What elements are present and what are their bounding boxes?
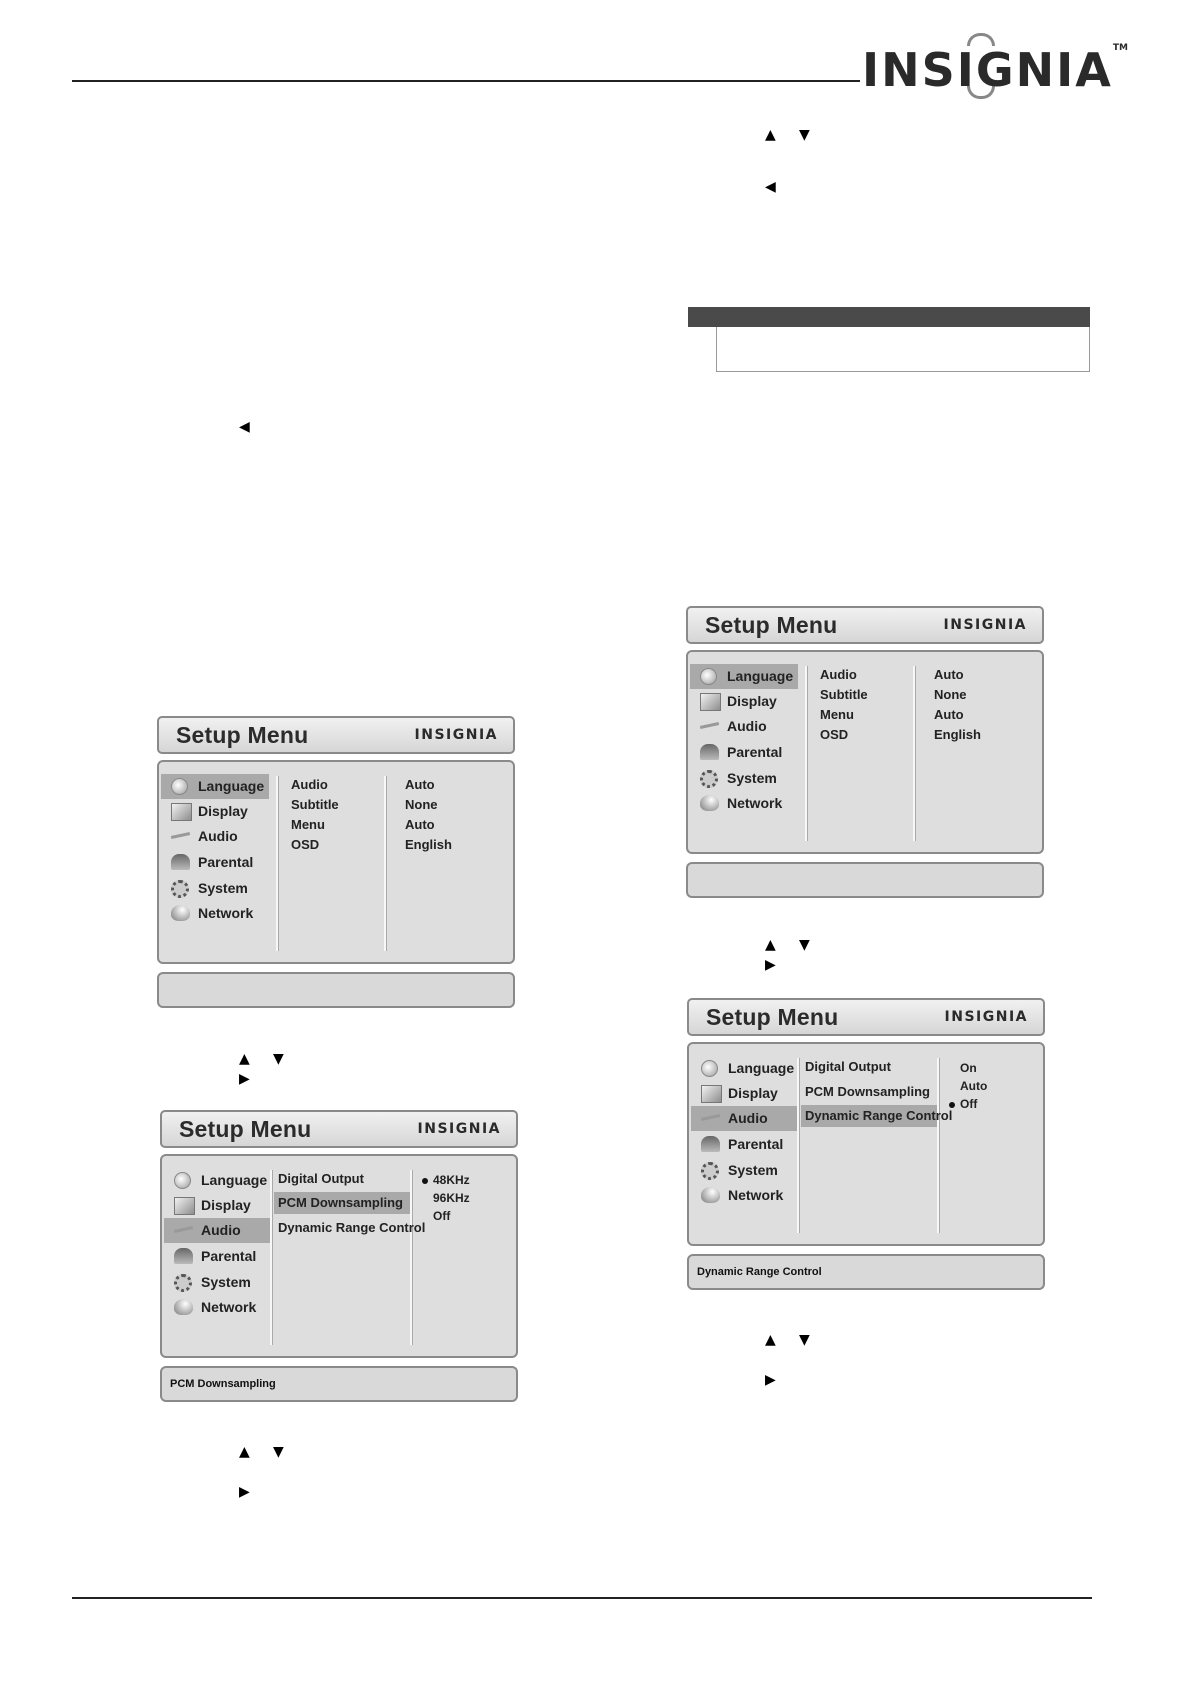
arrow-up-icon: ▲ xyxy=(239,1444,250,1460)
column-divider xyxy=(270,1170,272,1345)
category-label: System xyxy=(727,770,777,786)
category-language[interactable] xyxy=(161,774,269,799)
value-auto: Auto xyxy=(934,707,964,722)
value-auto[interactable]: Auto xyxy=(960,1079,988,1093)
category-system[interactable] xyxy=(691,1158,791,1183)
category-display[interactable] xyxy=(161,799,269,824)
category-label: Language xyxy=(728,1060,795,1076)
value-off[interactable]: Off xyxy=(960,1097,978,1111)
osd-header xyxy=(160,1110,518,1148)
category-network[interactable] xyxy=(161,901,269,926)
osd-header xyxy=(157,716,515,754)
insignia-logo xyxy=(862,40,1128,100)
logo-trademark: TM xyxy=(1112,43,1128,53)
category-label: Network xyxy=(198,905,254,921)
category-label: System xyxy=(201,1274,251,1290)
option-menu[interactable]: Menu xyxy=(820,707,854,722)
value-english: English xyxy=(934,727,981,742)
value-auto: Auto xyxy=(405,777,435,792)
category-label: System xyxy=(198,880,248,896)
option-dynamic-range-control[interactable]: Dynamic Range Control xyxy=(278,1220,426,1235)
osd-status-bar: PCM Downsampling xyxy=(160,1366,518,1402)
category-label: Display xyxy=(201,1197,251,1213)
audio-icon xyxy=(171,832,190,839)
parental-icon xyxy=(171,854,190,870)
arrow-down-icon: ▼ xyxy=(799,1332,810,1348)
value-english: English xyxy=(405,837,452,852)
category-label: Display xyxy=(727,693,777,709)
category-label: Network xyxy=(728,1187,784,1203)
column-divider xyxy=(937,1058,939,1233)
parental-icon xyxy=(174,1248,193,1264)
category-system[interactable] xyxy=(164,1270,264,1295)
audio-icon xyxy=(701,1114,720,1121)
value-auto: Auto xyxy=(405,817,435,832)
osd-status-bar xyxy=(157,972,515,1008)
category-language[interactable] xyxy=(690,664,798,689)
arrow-right-icon: ▶ xyxy=(765,957,776,973)
arrow-down-icon: ▼ xyxy=(799,937,810,953)
display-icon xyxy=(700,693,721,711)
category-label: Parental xyxy=(728,1136,784,1152)
globe-icon xyxy=(174,1172,191,1189)
logo-text: INSIGNIA xyxy=(862,43,1113,97)
option-subtitle[interactable]: Subtitle xyxy=(820,687,868,702)
osd-body xyxy=(687,1042,1045,1246)
column-divider xyxy=(805,666,807,841)
osd-brand: INSIGNIA xyxy=(944,1009,1028,1025)
option-pcm-downsampling[interactable]: PCM Downsampling xyxy=(805,1084,930,1099)
arrow-up-icon: ▲ xyxy=(239,1051,250,1067)
setup-menu-screen-pcm xyxy=(160,1110,518,1406)
category-label: System xyxy=(728,1162,778,1178)
category-label: Parental xyxy=(201,1248,257,1264)
osd-body xyxy=(160,1154,518,1358)
display-icon xyxy=(171,803,192,821)
network-icon xyxy=(700,795,719,811)
osd-status-bar: Dynamic Range Control xyxy=(687,1254,1045,1290)
value-none: None xyxy=(405,797,438,812)
globe-icon xyxy=(701,1060,718,1077)
note-box xyxy=(716,327,1090,372)
value-96khz[interactable]: 96KHz xyxy=(433,1191,470,1205)
osd-brand: INSIGNIA xyxy=(414,727,498,743)
category-system[interactable] xyxy=(690,766,798,791)
column-divider xyxy=(276,776,278,951)
category-network[interactable] xyxy=(690,791,798,816)
option-audio[interactable]: Audio xyxy=(291,777,328,792)
category-label: Parental xyxy=(727,744,783,760)
osd-header xyxy=(687,998,1045,1036)
category-parental[interactable] xyxy=(164,1244,264,1269)
category-label: Audio xyxy=(728,1110,768,1126)
category-audio[interactable] xyxy=(690,714,798,739)
arrow-left-icon: ◀ xyxy=(765,179,776,195)
note-header-bar xyxy=(688,307,1090,327)
arrow-up-icon: ▲ xyxy=(765,1332,776,1348)
column-divider xyxy=(797,1058,799,1233)
option-menu[interactable]: Menu xyxy=(291,817,325,832)
network-icon xyxy=(171,905,190,921)
category-label: Display xyxy=(198,803,248,819)
category-label: Display xyxy=(728,1085,778,1101)
osd-title: Setup Menu xyxy=(706,1004,839,1030)
value-48khz[interactable]: 48KHz xyxy=(433,1173,470,1187)
arrow-down-icon: ▼ xyxy=(273,1051,284,1067)
category-system[interactable] xyxy=(161,876,269,901)
arrow-left-icon: ◀ xyxy=(239,419,250,435)
category-label: Audio xyxy=(198,828,238,844)
option-osd[interactable]: OSD xyxy=(820,727,849,742)
column-divider xyxy=(410,1170,412,1345)
display-icon xyxy=(701,1085,722,1103)
category-display[interactable] xyxy=(164,1193,264,1218)
display-icon xyxy=(174,1197,195,1215)
osd-body xyxy=(686,650,1044,854)
arrow-down-icon: ▼ xyxy=(273,1444,284,1460)
selected-bullet-icon xyxy=(949,1102,955,1108)
osd-title: Setup Menu xyxy=(179,1116,312,1142)
gear-icon xyxy=(171,880,189,898)
category-label: Audio xyxy=(727,718,767,734)
arrow-down-icon: ▼ xyxy=(799,127,810,143)
option-pcm-downsampling[interactable]: PCM Downsampling xyxy=(274,1192,410,1214)
category-parental[interactable] xyxy=(161,850,269,875)
arrow-up-icon: ▲ xyxy=(765,937,776,953)
category-language[interactable] xyxy=(691,1056,795,1081)
category-label: Language xyxy=(198,778,265,794)
value-off[interactable]: Off xyxy=(433,1209,451,1223)
osd-brand: INSIGNIA xyxy=(943,617,1027,633)
category-display[interactable] xyxy=(690,689,798,714)
category-display[interactable] xyxy=(691,1081,791,1106)
option-dynamic-range-control[interactable]: Dynamic Range Control xyxy=(801,1105,937,1127)
category-label: Network xyxy=(727,795,783,811)
gear-icon xyxy=(700,770,718,788)
option-osd[interactable]: OSD xyxy=(291,837,320,852)
parental-icon xyxy=(701,1136,720,1152)
category-network[interactable] xyxy=(691,1183,791,1208)
header-rule xyxy=(72,80,860,82)
arrow-up-icon: ▲ xyxy=(765,127,776,143)
network-icon xyxy=(701,1187,720,1203)
audio-icon xyxy=(700,722,719,729)
setup-menu-screen-language xyxy=(157,716,515,1012)
parental-icon xyxy=(700,744,719,760)
osd-title: Setup Menu xyxy=(705,612,838,638)
option-subtitle[interactable]: Subtitle xyxy=(291,797,339,812)
column-divider xyxy=(913,666,915,841)
option-digital-output[interactable]: Digital Output xyxy=(278,1171,364,1186)
category-parental[interactable] xyxy=(690,740,798,765)
category-label: Parental xyxy=(198,854,254,870)
gear-icon xyxy=(174,1274,192,1292)
arrow-right-icon: ▶ xyxy=(239,1484,250,1500)
option-audio[interactable]: Audio xyxy=(820,667,857,682)
value-auto: Auto xyxy=(934,667,964,682)
category-label: Language xyxy=(201,1172,268,1188)
setup-menu-screen-drc xyxy=(687,998,1045,1294)
osd-header xyxy=(686,606,1044,644)
option-digital-output[interactable]: Digital Output xyxy=(805,1059,891,1074)
category-label: Network xyxy=(201,1299,257,1315)
value-none: None xyxy=(934,687,967,702)
category-audio[interactable] xyxy=(164,1218,270,1243)
globe-icon xyxy=(700,668,717,685)
osd-status-bar xyxy=(686,862,1044,898)
category-parental[interactable] xyxy=(691,1132,791,1157)
category-language[interactable] xyxy=(164,1168,268,1193)
selected-bullet-icon xyxy=(422,1178,428,1184)
value-on[interactable]: On xyxy=(960,1061,977,1075)
arrow-right-icon: ▶ xyxy=(239,1071,250,1087)
column-divider xyxy=(384,776,386,951)
gear-icon xyxy=(701,1162,719,1180)
category-label: Audio xyxy=(201,1222,241,1238)
category-audio[interactable] xyxy=(161,824,269,849)
category-audio[interactable] xyxy=(691,1106,797,1131)
audio-icon xyxy=(174,1226,193,1233)
footer-rule xyxy=(72,1597,1092,1599)
arrow-right-icon: ▶ xyxy=(765,1372,776,1388)
osd-brand: INSIGNIA xyxy=(417,1121,501,1137)
category-network[interactable] xyxy=(164,1295,264,1320)
osd-title: Setup Menu xyxy=(176,722,309,748)
network-icon xyxy=(174,1299,193,1315)
osd-body xyxy=(157,760,515,964)
category-label: Language xyxy=(727,668,794,684)
globe-icon xyxy=(171,778,188,795)
setup-menu-screen-language xyxy=(686,606,1044,902)
